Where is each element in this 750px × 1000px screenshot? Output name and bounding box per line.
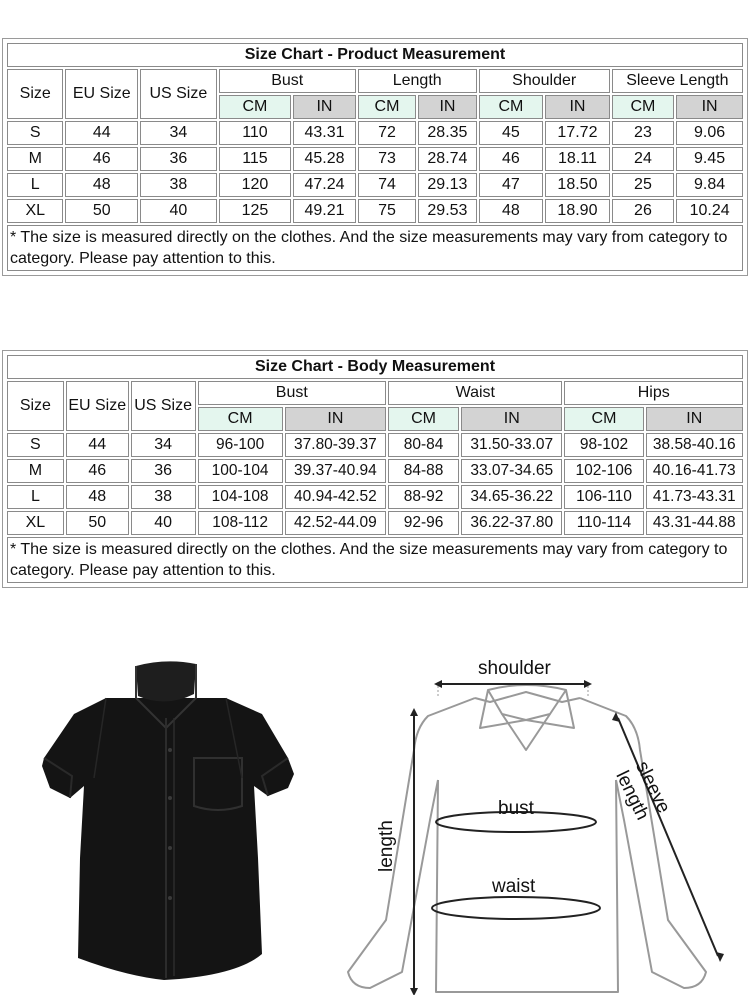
- table-cell: 38: [140, 173, 217, 197]
- table-cell: 17.72: [545, 121, 610, 145]
- table-cell: 38: [131, 485, 196, 509]
- table-cell: 37.80-39.37: [285, 433, 386, 457]
- table-cell: 10.24: [676, 199, 743, 223]
- table-cell: 18.90: [545, 199, 610, 223]
- table-row: [7, 199, 743, 223]
- table-cell: 36: [140, 147, 217, 171]
- table-cell: 47.24: [293, 173, 356, 197]
- table-cell: 106-110: [564, 485, 643, 509]
- chart-title: Size Chart - Product Measurement: [7, 43, 743, 67]
- table-cell: 46: [65, 147, 138, 171]
- table-cell: 29.13: [418, 173, 476, 197]
- table-cell: 74: [358, 173, 416, 197]
- table-cell: 18.11: [545, 147, 610, 171]
- header-in: IN: [545, 95, 610, 119]
- header-in: IN: [285, 407, 386, 431]
- table-cell: 110: [219, 121, 292, 145]
- table-cell: 34: [140, 121, 217, 145]
- table-cell: 110-114: [564, 511, 643, 535]
- header-bust: Bust: [219, 69, 356, 93]
- header-in: IN: [418, 95, 476, 119]
- header-cm: CM: [219, 95, 292, 119]
- product-measurement-chart: [2, 38, 748, 276]
- black-shirt-image: [36, 658, 296, 988]
- table-cell: XL: [7, 199, 63, 223]
- table-cell: 29.53: [418, 199, 476, 223]
- table-cell: XL: [7, 511, 64, 535]
- table-cell: 48: [65, 173, 138, 197]
- table-cell: L: [7, 173, 63, 197]
- table-cell: 44: [65, 121, 138, 145]
- table-cell: 73: [358, 147, 416, 171]
- table-cell: 45: [479, 121, 544, 145]
- table-cell: 49.21: [293, 199, 356, 223]
- table-cell: 9.06: [676, 121, 743, 145]
- table-cell: 24: [612, 147, 675, 171]
- table-cell: 115: [219, 147, 292, 171]
- table-cell: 31.50-33.07: [461, 433, 562, 457]
- table-cell: 88-92: [388, 485, 459, 509]
- header-cm: CM: [612, 95, 675, 119]
- table-row: [7, 147, 743, 171]
- sleeve-length-label: sleeve length: [611, 758, 675, 824]
- table-cell: 125: [219, 199, 292, 223]
- table-cell: 43.31-44.88: [646, 511, 743, 535]
- table-cell: 40: [140, 199, 217, 223]
- table-cell: S: [7, 433, 64, 457]
- table-cell: 98-102: [564, 433, 643, 457]
- table-cell: 25: [612, 173, 675, 197]
- table-cell: 46: [66, 459, 129, 483]
- header-in: IN: [646, 407, 743, 431]
- header-eu-size: EU Size: [65, 69, 138, 119]
- measurement-diagram: [330, 650, 745, 995]
- table-cell: 42.52-44.09: [285, 511, 386, 535]
- header-cm: CM: [198, 407, 283, 431]
- table-cell: 18.50: [545, 173, 610, 197]
- header-in: IN: [293, 95, 356, 119]
- table-cell: 44: [66, 433, 129, 457]
- header-size: Size: [7, 381, 64, 431]
- body-measurement-table: [5, 353, 745, 585]
- table-cell: 75: [358, 199, 416, 223]
- header-in: IN: [676, 95, 743, 119]
- table-cell: 34: [131, 433, 196, 457]
- waist-label: waist: [492, 876, 536, 897]
- header-us-size: US Size: [131, 381, 196, 431]
- header-size: Size: [7, 69, 63, 119]
- table-cell: 120: [219, 173, 292, 197]
- table-cell: 28.35: [418, 121, 476, 145]
- table-cell: 41.73-43.31: [646, 485, 743, 509]
- table-cell: M: [7, 147, 63, 171]
- header-in: IN: [461, 407, 562, 431]
- table-cell: 100-104: [198, 459, 283, 483]
- chart-note: * The size is measured directly on the clothes. And the size measurements may vary from category to category. Please pay attention to this.: [7, 537, 743, 583]
- table-row: [7, 511, 743, 535]
- table-cell: 9.45: [676, 147, 743, 171]
- table-cell: 40: [131, 511, 196, 535]
- table-cell: 50: [65, 199, 138, 223]
- table-cell: 104-108: [198, 485, 283, 509]
- table-row: [7, 459, 743, 483]
- table-cell: 39.37-40.94: [285, 459, 386, 483]
- length-label: length: [376, 820, 397, 872]
- table-cell: 102-106: [564, 459, 643, 483]
- header-hips: Hips: [564, 381, 743, 405]
- header-sleeve-length: Sleeve Length: [612, 69, 743, 93]
- table-cell: 50: [66, 511, 129, 535]
- table-cell: 40.94-42.52: [285, 485, 386, 509]
- table-cell: 34.65-36.22: [461, 485, 562, 509]
- body-measurement-chart: [2, 350, 748, 588]
- table-cell: 43.31: [293, 121, 356, 145]
- table-cell: M: [7, 459, 64, 483]
- table-cell: 45.28: [293, 147, 356, 171]
- shoulder-label: shoulder: [478, 658, 551, 679]
- table-cell: 33.07-34.65: [461, 459, 562, 483]
- table-cell: 96-100: [198, 433, 283, 457]
- table-cell: 36.22-37.80: [461, 511, 562, 535]
- table-cell: S: [7, 121, 63, 145]
- header-waist: Waist: [388, 381, 562, 405]
- table-cell: 48: [66, 485, 129, 509]
- bust-label: bust: [498, 798, 534, 819]
- header-bust: Bust: [198, 381, 387, 405]
- header-cm: CM: [479, 95, 544, 119]
- table-cell: 23: [612, 121, 675, 145]
- table-cell: 84-88: [388, 459, 459, 483]
- table-row: [7, 485, 743, 509]
- table-cell: 38.58-40.16: [646, 433, 743, 457]
- table-row: [7, 121, 743, 145]
- table-cell: 92-96: [388, 511, 459, 535]
- header-cm: CM: [358, 95, 416, 119]
- table-cell: 28.74: [418, 147, 476, 171]
- table-cell: 47: [479, 173, 544, 197]
- table-cell: 9.84: [676, 173, 743, 197]
- table-cell: 108-112: [198, 511, 283, 535]
- chart-title: Size Chart - Body Measurement: [7, 355, 743, 379]
- header-us-size: US Size: [140, 69, 217, 119]
- table-cell: 72: [358, 121, 416, 145]
- table-cell: 48: [479, 199, 544, 223]
- table-cell: 36: [131, 459, 196, 483]
- table-row: [7, 173, 743, 197]
- header-length: Length: [358, 69, 477, 93]
- table-row: [7, 433, 743, 457]
- table-cell: 40.16-41.73: [646, 459, 743, 483]
- product-measurement-table: [5, 41, 745, 273]
- table-cell: 46: [479, 147, 544, 171]
- table-cell: L: [7, 485, 64, 509]
- header-cm: CM: [388, 407, 459, 431]
- header-eu-size: EU Size: [66, 381, 129, 431]
- chart-note: * The size is measured directly on the clothes. And the size measurements may vary from category to category. Please pay attention to this.: [7, 225, 743, 271]
- table-cell: 80-84: [388, 433, 459, 457]
- header-shoulder: Shoulder: [479, 69, 610, 93]
- header-cm: CM: [564, 407, 643, 431]
- table-cell: 26: [612, 199, 675, 223]
